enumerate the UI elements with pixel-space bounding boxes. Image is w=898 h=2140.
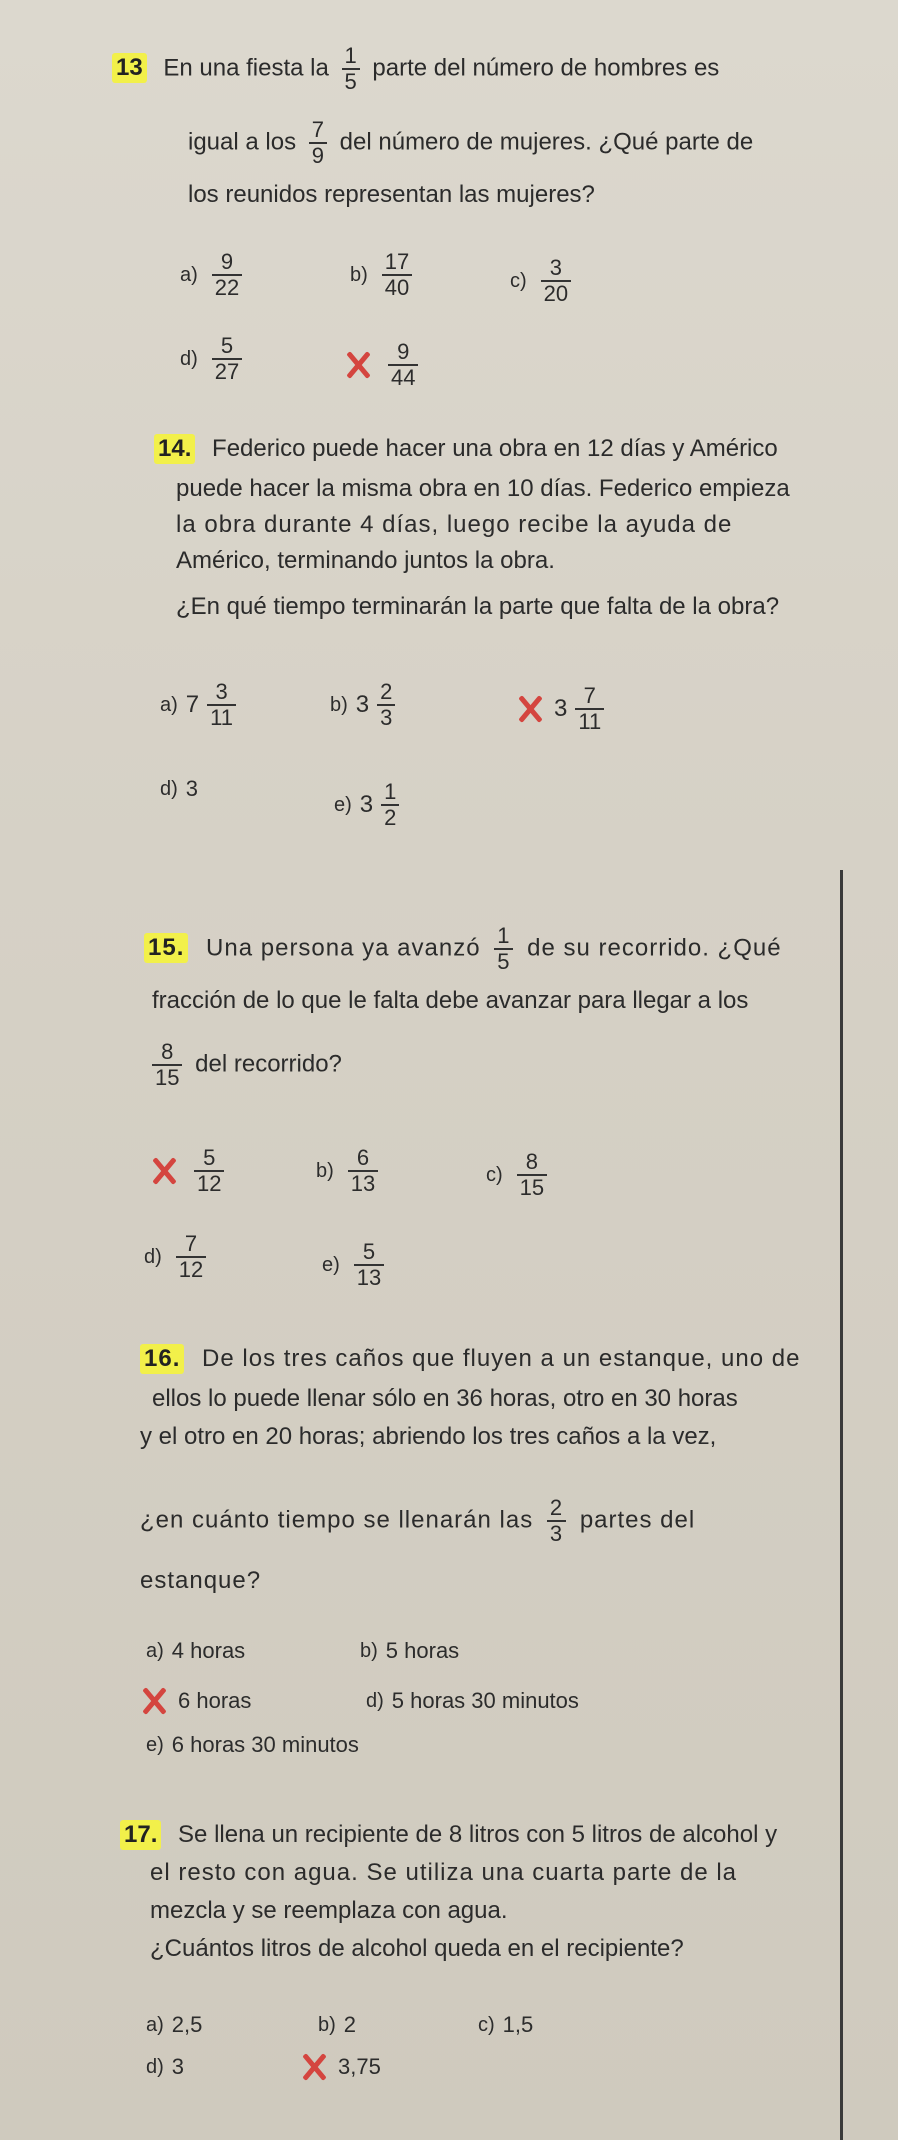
q14-option-d[interactable]: d) 3 [160,776,199,801]
q17-option-e-selected[interactable]: 3,75 [300,2052,381,2082]
q13-fraction-1: $\frac{1}{5}$ [342,44,360,94]
q15-option-b[interactable]: b) $\frac{6}{13}$ [316,1146,384,1196]
answer-x-mark [140,1687,168,1715]
answer-x-mark [516,695,544,723]
q14-option-e[interactable]: e) 3 $\frac{1}{2}$ [334,780,405,830]
q14-number: 14. [154,434,195,464]
q14-line5: ¿En qué tiempo terminarán la parte que falta de la obra? [176,593,780,620]
q13-option-a[interactable]: a) $\frac{9}{22}$ [180,250,248,300]
q13-line2: igual a los $\frac{7}{9}$ del número de mujeres. ¿Qué parte de [188,117,754,168]
q15-option-d[interactable]: d) $\frac{7}{12}$ [144,1232,212,1282]
answer-x-mark [344,351,372,379]
q13-line1 [112,44,719,94]
q15-number: 15. [144,933,188,963]
q17-line1: 17. Se llena un recipiente de 8 litros con 5 litros de alcohol y [120,1820,777,1850]
q15-line3: $\frac{8}{15}$ del recorrido? [152,1040,342,1090]
q14-option-b[interactable]: b) 3 $\frac{2}{3}$ [330,680,401,730]
q17-line2: el resto con agua. Se utiliza una cuarta parte de la [150,1859,738,1886]
q16-number: 16. [140,1344,184,1374]
q17-option-d[interactable]: d) 3 [146,2054,185,2079]
q16-option-b[interactable]: b) 5 horas [360,1638,460,1663]
q14-option-c-selected[interactable]: 3 $\frac{7}{11}$ [516,684,610,734]
q15-option-c[interactable]: c) $\frac{8}{15}$ [486,1150,553,1200]
q15-option-a-selected[interactable]: $\frac{5}{12}$ [150,1146,230,1196]
q17-option-b[interactable]: b) 2 [318,2012,357,2037]
answer-x-mark [150,1157,178,1185]
q13-option-d[interactable]: d) $\frac{5}{27}$ [180,334,248,384]
q16-line1: 16. De los tres caños que fluyen a un estanque, uno de [140,1344,800,1374]
q13-option-c[interactable]: c) $\frac{3}{20}$ [510,256,577,306]
page-edge-line [840,870,843,2140]
q17-option-a[interactable]: a) 2,5 [146,2012,203,2037]
q13-text: parte del número de hombres es [372,54,720,82]
q13-text: En una fiesta la [163,54,329,82]
q17-line4: ¿Cuántos litros de alcohol queda en el recipiente? [150,1935,684,1962]
q14-line1: 14. Federico puede hacer una obra en 12 días y Américo [154,434,778,464]
q14-line3: la obra durante 4 días, luego recibe la ayuda de [176,511,733,538]
q16-line5: estanque? [140,1567,262,1594]
q16-option-d[interactable]: d) 5 horas 30 minutos [366,1688,579,1713]
q17-option-c[interactable]: c) 1,5 [478,2012,534,2037]
q16-line4: ¿en cuánto tiempo se llenarán las $\frac{2}{3}$ partes del [140,1495,696,1546]
q15-option-e[interactable]: e) $\frac{5}{13}$ [322,1240,390,1290]
q13-fraction-2: $\frac{7}{9}$ [309,118,327,168]
q13-option-b[interactable]: b) $\frac{17}{40}$ [350,250,418,300]
q16-fraction: $\frac{2}{3}$ [547,1496,566,1546]
q15-line2: fracción de lo que le falta debe avanzar para llegar a los [152,987,749,1014]
q16-option-e[interactable]: e) 6 horas 30 minutos [146,1732,359,1757]
q17-number: 17. [120,1820,161,1850]
q16-option-a[interactable]: a) 4 horas [146,1638,246,1663]
q13-number: 13 [112,53,147,83]
q16-line3: y el otro en 20 horas; abriendo los tres caños a la vez, [140,1423,717,1450]
q14-line4: Américo, terminando juntos la obra. [176,547,555,574]
q15-fraction-2: $\frac{8}{15}$ [152,1040,182,1090]
q14-line2: puede hacer la misma obra en 10 días. Federico empieza [176,475,790,502]
q16-option-c-selected[interactable]: 6 horas [140,1686,251,1716]
q16-line2: ellos lo puede llenar sólo en 36 horas, otro en 30 horas [152,1385,738,1412]
q17-line3: mezcla y se reemplaza con agua. [150,1897,508,1924]
q13-option-e-selected[interactable]: $\frac{9}{44}$ [344,340,424,390]
q15-line1: 15. Una persona ya avanzó $\frac{1}{5}$ de su recorrido. ¿Qué [144,924,782,974]
q15-fraction-1: $\frac{1}{5}$ [494,924,513,974]
q13-line3: los reunidos representan las mujeres? [188,181,595,208]
answer-x-mark [300,2053,328,2081]
q14-option-a[interactable]: a) 7 $\frac{3}{11}$ [160,680,242,730]
